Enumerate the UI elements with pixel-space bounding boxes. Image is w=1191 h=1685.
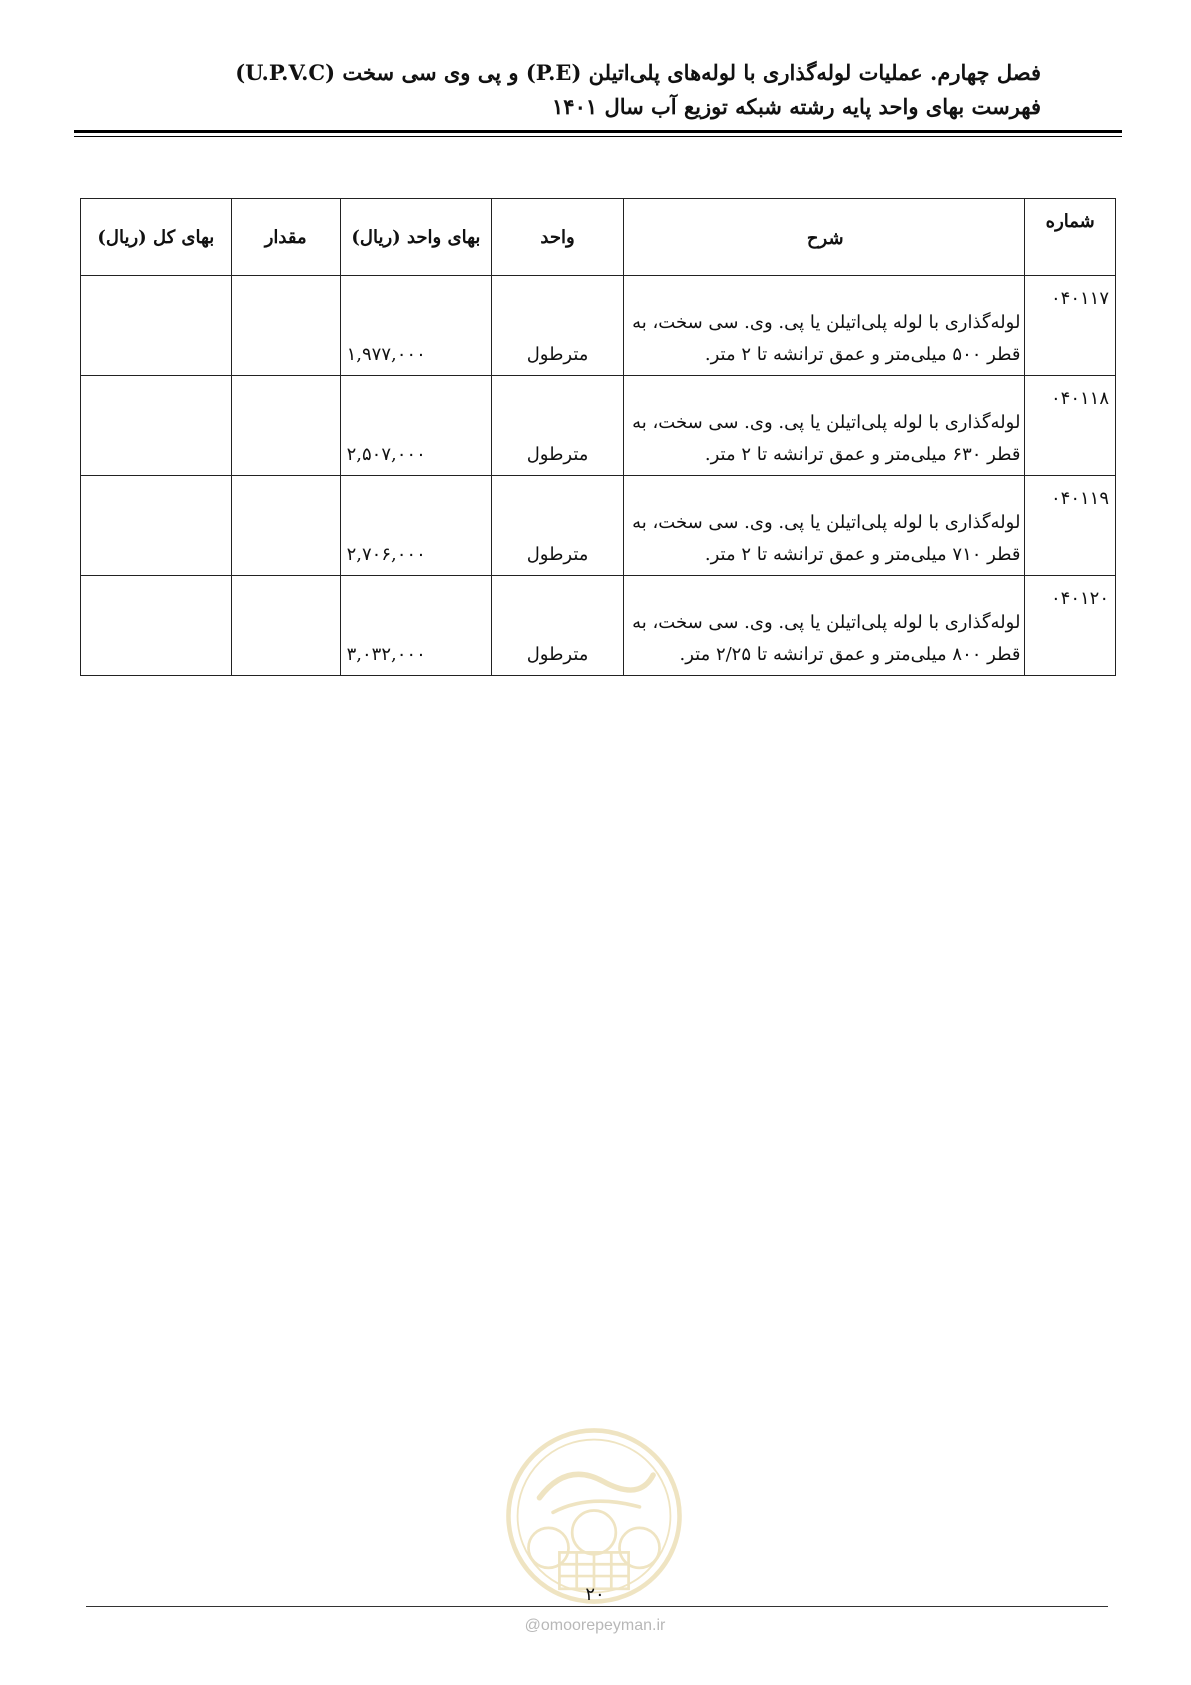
item-unit: مترطول — [492, 476, 624, 576]
item-number: ۰۴۰۱۱۷ — [1025, 276, 1116, 376]
page-number: ۲۰ — [585, 1584, 605, 1605]
item-quantity — [231, 376, 340, 476]
table-row — [81, 476, 1116, 576]
item-description: لوله‌گذاری با لوله پلی‌اتیلن یا پی. وی. سی سخت، به قطر ۵۰۰ میلی‌متر و عمق ترانشه تا ۲ متر. — [623, 276, 1024, 376]
col-description-header: شرح — [623, 199, 1024, 276]
item-quantity — [231, 576, 340, 676]
item-description: لوله‌گذاری با لوله پلی‌اتیلن یا پی. وی. سی سخت، به قطر ۸۰۰ میلی‌متر و عمق ترانشه تا ۲/۲۵ متر. — [623, 576, 1024, 676]
col-number-header: شماره — [1025, 199, 1116, 276]
chapter-title: فصل چهارم. عملیات لوله‌گذاری با لوله‌های پلی‌اتیلن (P.E) و پی وی سی سخت (U.P.V.C) — [235, 60, 1041, 85]
table-header-row — [81, 199, 1116, 276]
item-total-price — [81, 376, 232, 476]
list-subtitle: فهرست بهای واحد پایه رشته شبکه توزیع آب سال ۱۴۰۱ — [552, 94, 1041, 119]
item-number: ۰۴۰۱۱۸ — [1025, 376, 1116, 476]
item-unit-price: ۳,۰۳۲,۰۰۰ — [340, 576, 492, 676]
item-unit-price: ۲,۷۰۶,۰۰۰ — [340, 476, 492, 576]
col-unit-header: واحد — [492, 199, 624, 276]
item-unit: مترطول — [492, 276, 624, 376]
item-quantity — [231, 276, 340, 376]
col-total-price-header: بهای کل (ریال) — [81, 199, 232, 276]
item-total-price — [81, 476, 232, 576]
table-row — [81, 276, 1116, 376]
header-rule-thick — [74, 130, 1122, 133]
item-unit-price: ۱,۹۷۷,۰۰۰ — [340, 276, 492, 376]
table-row — [81, 576, 1116, 676]
item-total-price — [81, 276, 232, 376]
price-table — [80, 198, 1116, 676]
col-quantity-header: مقدار — [231, 199, 340, 276]
item-unit-price: ۲,۵۰۷,۰۰۰ — [340, 376, 492, 476]
item-unit: مترطول — [492, 576, 624, 676]
header-rule-thin — [74, 136, 1122, 137]
item-quantity — [231, 476, 340, 576]
footer-rule — [86, 1606, 1108, 1607]
site-watermark: @omoorepeyman.ir — [524, 1617, 666, 1634]
item-unit: مترطول — [492, 376, 624, 476]
item-total-price — [81, 576, 232, 676]
table-row — [81, 376, 1116, 476]
item-description: لوله‌گذاری با لوله پلی‌اتیلن یا پی. وی. سی سخت، به قطر ۶۳۰ میلی‌متر و عمق ترانشه تا ۲ متر. — [623, 376, 1024, 476]
item-number: ۰۴۰۱۱۹ — [1025, 476, 1116, 576]
item-number: ۰۴۰۱۲۰ — [1025, 576, 1116, 676]
item-description: لوله‌گذاری با لوله پلی‌اتیلن یا پی. وی. سی سخت، به قطر ۷۱۰ میلی‌متر و عمق ترانشه تا ۲ متر. — [623, 476, 1024, 576]
page-header — [81, 56, 1041, 124]
col-unit-price-header: بهای واحد (ریال) — [340, 199, 492, 276]
seal-logo-icon — [503, 1425, 685, 1607]
